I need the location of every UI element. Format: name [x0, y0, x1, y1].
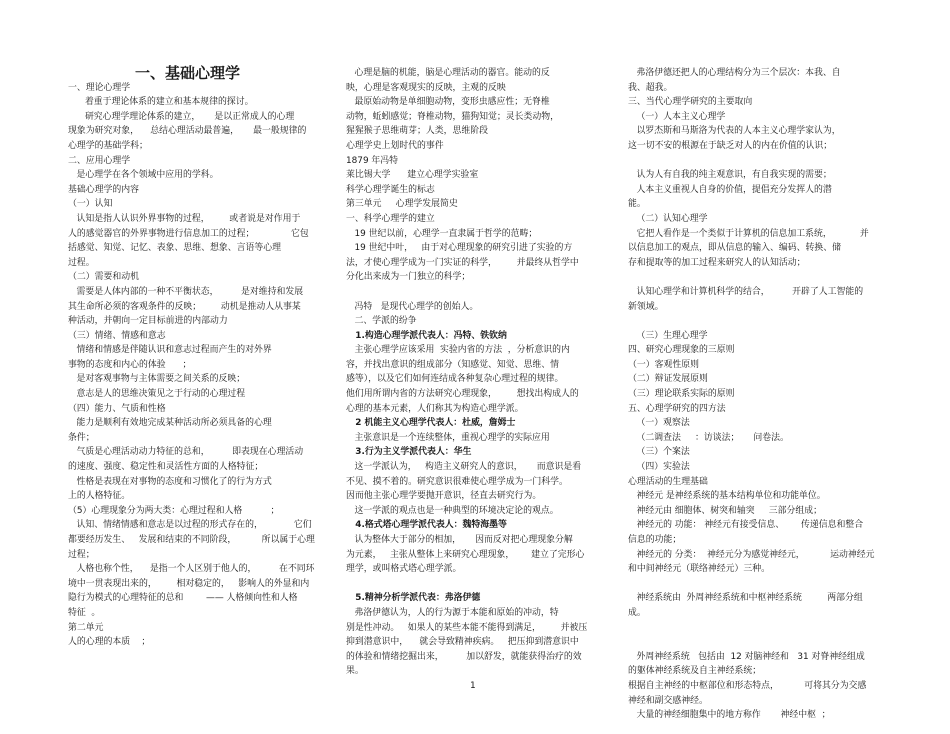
- text-line: 它把人看作是一个类似于计算机的信息加工系统， 并: [628, 228, 869, 239]
- text-line: 主张意识是一个连续整体，重视心理学的实际应用: [346, 432, 550, 443]
- text-line: 19 世纪中叶， 由于对心理现象的研究引进了实验的方: [346, 243, 573, 254]
- text-line: 心理活动的生理基础: [628, 476, 708, 487]
- text-line: 心理学史上划时代的事件: [346, 140, 444, 151]
- text-line: （三）理论联系实际的原则: [628, 389, 735, 400]
- text-line: 心理学的基础学科；: [68, 140, 148, 151]
- text-line: [628, 154, 890, 169]
- text-line: 心理的基本元素，人们称其为构造心理学派。: [346, 403, 524, 414]
- text-line: 最原始动物是单细胞动物，变形虫感应性；无脊椎: [346, 97, 550, 108]
- text-line: 理学，或叫格式塔心理学派。: [346, 564, 462, 575]
- text-line: 1.构造心理学派代表人：冯特、铁钦纳: [346, 330, 507, 341]
- text-line: 事物的态度和内心的体验 ；: [68, 359, 192, 370]
- text-line: 二、学派的纷争: [346, 316, 417, 327]
- text-line: 存和提取等的加工过程来研究人的认知活动；: [628, 257, 806, 268]
- text-line: [628, 577, 890, 592]
- page-number: 1: [470, 681, 476, 691]
- text-line: 猩猩猴子思维萌芽；人类，思维阶段: [346, 126, 488, 137]
- text-line: 认为人有自我的纯主观意识，有自我实现的需要；: [628, 170, 832, 181]
- text-line: 的速度、强度、稳定性和灵活性方面的人格特征；: [68, 462, 264, 473]
- text-line: 4.格式塔心理学派代表人：魏特海墨等: [346, 520, 507, 531]
- text-line: 隐行为模式的心理特征的总和 —— 人格倾向性和人格: [68, 593, 298, 604]
- text-line: 都要经历发生、 发展和结束的不同阶段， 所以属于心理: [68, 535, 315, 545]
- text-line: 果。: [346, 666, 364, 677]
- text-line: 弗洛伊德还把人的心理结构分为三个层次：本我、自: [628, 68, 841, 78]
- text-line: （5）心理现象分为两大类：心理过程和人格 ；: [68, 505, 280, 516]
- text-line: [628, 270, 890, 285]
- text-line: （一）人本主义心理学: [628, 111, 726, 122]
- text-line: 神经元由 细胞体、树突和轴突 三部分组成；: [628, 505, 823, 516]
- text-line: 过程。: [68, 257, 95, 268]
- text-line: 认为整体大于部分的相加， 因而反对把心理现象分解: [346, 535, 573, 545]
- text-line: 认知心理学和计算机科学的结合， 开辟了人工智能的: [628, 286, 864, 297]
- text-line: （二调查法 ：访谈法； 问卷法。: [628, 432, 789, 443]
- text-line: 新领域。: [628, 301, 664, 312]
- text-line: （三）生理心理学: [628, 330, 708, 341]
- text-line: 是对客观事物与主体需要之间关系的反映；: [68, 374, 246, 385]
- text-line: 1879 年冯特: [346, 155, 399, 166]
- text-line: [346, 577, 608, 592]
- text-line: 感等），以及它们如何连结成各种复杂心理过程的规律。: [346, 374, 564, 385]
- page-title: 一、基础心理学: [135, 64, 241, 82]
- text-line: 大量的神经细胞集中的地方称作 神经中枢 ；: [628, 710, 831, 721]
- text-line: 这一学派的观点也是一种典型的环境决定论的观点。: [346, 505, 559, 516]
- text-line: 能。: [628, 199, 646, 210]
- text-line: 是心理学在各个领域中应用的学科。: [68, 170, 219, 181]
- text-line: [628, 635, 890, 650]
- text-line: （一）观察法: [628, 418, 690, 429]
- column-right: [628, 66, 890, 723]
- text-line: 映，心理是客观现实的反映，主观的反映: [346, 82, 506, 93]
- text-line: 人的心理的本质 ；: [68, 637, 151, 648]
- text-line: 不见、摸不着的。研究意识很难使心理学成为一门科学。: [346, 476, 568, 487]
- text-line: 成。: [628, 607, 646, 618]
- text-line: 特征 。: [68, 607, 101, 618]
- text-line: 科学心理学诞生的标志: [346, 184, 435, 195]
- text-line: 神经和副交感神经。: [628, 695, 708, 706]
- text-line: 气质是心理活动动力特征的总和， 即表现在心理活动: [68, 447, 304, 458]
- text-line: 认知、情绪情感和意志是以过程的形式存在的， 它们: [68, 520, 312, 531]
- text-line: 弗洛伊德认为，人的行为源于本能和原始的冲动，特: [346, 607, 559, 618]
- text-line: （一）客观性原则: [628, 359, 699, 370]
- text-line: 他们用所谓内省的方法研究心理现象， 想找出构成人的: [346, 389, 579, 400]
- text-line: 3.行为主义学派代表人：华生: [346, 447, 472, 458]
- text-line: 和中间神经元（联络神经元）三种。: [628, 564, 770, 575]
- text-line: （二）认知心理学: [628, 213, 708, 224]
- text-line: 法，才使心理学成为一门实证的科学， 并最终从哲学中: [346, 257, 579, 268]
- text-line: 第二单元: [68, 622, 104, 633]
- text-line: 莱比锡大学 建立心理学实验室: [346, 170, 479, 181]
- text-line: 性格是表现在对事物的态度和习惯化了的行为方式: [68, 476, 272, 487]
- text-line: 抑到潜意识中， 就会导致精神疾病。 把压抑到潜意识中: [346, 637, 579, 648]
- text-line: 三、当代心理学研究的主要取向: [628, 97, 753, 108]
- text-line: 条件；: [68, 432, 95, 443]
- text-line: 能力是顺利有效地完成某种活动所必须具备的心理: [68, 418, 272, 429]
- text-line: 5.精神分析学派代表：弗洛伊德: [346, 593, 481, 604]
- column-middle: [346, 66, 608, 679]
- text-line: 二、应用心理学: [68, 155, 131, 166]
- text-line: 神经元的 分类： 神经元分为感觉神经元， 运动神经元: [628, 549, 875, 560]
- text-line: 这一学派认为， 构造主义研究人的意识， 而意识是看: [346, 462, 582, 473]
- text-line: 境中一贯表现出来的， 相对稳定的， 影响人的外显和内: [68, 578, 310, 589]
- text-line: （二）辩证发展原则: [628, 374, 708, 385]
- column-left: [68, 66, 330, 650]
- text-line: 现象为研究对象， 总结心理活动最普遍， 最一般规律的: [68, 126, 307, 137]
- text-line: 主张心理学应该采用 实验内省的方法 ，分析意识的内: [346, 345, 570, 356]
- text-line: （二）需要和动机: [68, 272, 139, 283]
- text-line: 过程；: [68, 549, 95, 560]
- text-line: 这一切不安的根源在于缺乏对人的内在价值的认识；: [628, 140, 833, 151]
- text-line: （三）个案法: [628, 447, 690, 458]
- text-line: 冯特 是现代心理学的创始人。: [346, 301, 479, 312]
- text-line: 别是性冲动。 如果人的某些本能不能得到满足， 并被压: [346, 622, 588, 633]
- text-line: 的体验和情绪挖掘出来， 加以舒发，就能获得治疗的效: [346, 651, 582, 662]
- text-line: 以罗杰斯和马斯洛为代表的人本主义心理学家认为，: [628, 126, 841, 137]
- text-line: 括感觉、知觉、记忆、表象、思维、想象、言语等心理: [68, 243, 281, 254]
- text-line: 19 世纪以前，心理学一直隶属于哲学的范畴；: [346, 228, 538, 239]
- text-line: [628, 621, 890, 636]
- text-line: 五、心理学研究的四方法: [628, 403, 726, 414]
- text-line: 神经系统由 外周神经系统和中枢神经系统 两部分组: [628, 593, 863, 604]
- text-line: 分化出来成为一门独立的科学；: [346, 272, 471, 283]
- text-line: 动物，蚯蚓感觉；脊椎动物，猫狗知觉；灵长类动物，: [346, 111, 559, 122]
- text-line: 一、理论心理学: [68, 82, 131, 93]
- text-line: 因而他主张心理学要抛开意识，径直去研究行为。: [346, 491, 542, 502]
- text-line: [68, 66, 330, 81]
- text-line: 四、研究心理现象的三原则: [628, 345, 735, 356]
- text-line: 第三单元 心理学发展简史: [346, 199, 458, 210]
- text-line: 外周神经系统 包括由 12 对脑神经和 31 对脊神经组成: [628, 651, 865, 662]
- text-line: （一）认知: [68, 199, 113, 210]
- text-line: 的躯体神经系统及自主神经系统；: [628, 666, 762, 677]
- text-line: [628, 314, 890, 329]
- text-line: 信息的功能；: [628, 535, 682, 545]
- text-line: 容，并找出意识的组成部分（知感觉、知觉、思维、情: [346, 359, 559, 370]
- text-line: 认知是指人认识外界事物的过程， 或者说是对作用于: [68, 213, 301, 224]
- text-line: 研究心理学理论体系的建立， 是以正常成人的心理: [68, 111, 295, 122]
- text-line: （四）能力、气质和性格: [68, 403, 166, 414]
- text-line: 其生命所必须的客观条件的反映； 动机是推动人从事某: [68, 301, 301, 312]
- text-line: 上的人格特征。: [68, 491, 131, 502]
- text-line: 2 机能主义心理学代表人：杜威，詹姆士: [346, 418, 516, 429]
- text-line: [346, 285, 608, 300]
- text-line: 意志是人的思维决策见之于行动的心理过程: [68, 389, 246, 400]
- text-line: 心理是脑的机能，脑是心理活动的器官。能动的反: [346, 68, 550, 78]
- text-line: （三）情绪、情感和意志: [68, 330, 166, 341]
- text-line: 人本主义重视人自身的价值，提倡充分发挥人的潜: [628, 184, 832, 195]
- text-line: 情绪和情感是伴随认识和意志过程而产生的对外界: [68, 345, 272, 356]
- text-line: 我、超我。: [628, 82, 673, 93]
- text-line: 人格也称个性， 是指一个人区别于他人的， 在不同环: [68, 564, 315, 575]
- text-line: 以信息加工的观点，即从信息的输入、编码、转换、储: [628, 243, 841, 254]
- text-line: 种活动，并朝向一定目标前进的内部动力: [68, 316, 228, 327]
- text-line: 人的感觉器官的外界事物进行信息加工的过程； 它包: [68, 228, 309, 239]
- text-line: 神经元的 功能： 神经元有接受信息、 传递信息和整合: [628, 520, 864, 531]
- text-line: 着重于理论体系的建立和基本规律的探讨。: [68, 97, 254, 108]
- text-line: 一、科学心理学的建立: [346, 213, 435, 224]
- text-line: 神经元 是神经系统的基本结构单位和功能单位。: [628, 491, 826, 502]
- text-line: 需要是人体内部的一种不平衡状态， 是对维持和发展: [68, 286, 304, 297]
- text-line: 根据自主神经的中枢部位和形态特点， 可将其分为交感: [628, 680, 867, 691]
- text-line: （四）实验法: [628, 462, 690, 473]
- text-line: 基础心理学的内容: [68, 184, 139, 195]
- text-line: 为元素， 主张从整体上来研究心理现象， 建立了完形心: [346, 549, 585, 560]
